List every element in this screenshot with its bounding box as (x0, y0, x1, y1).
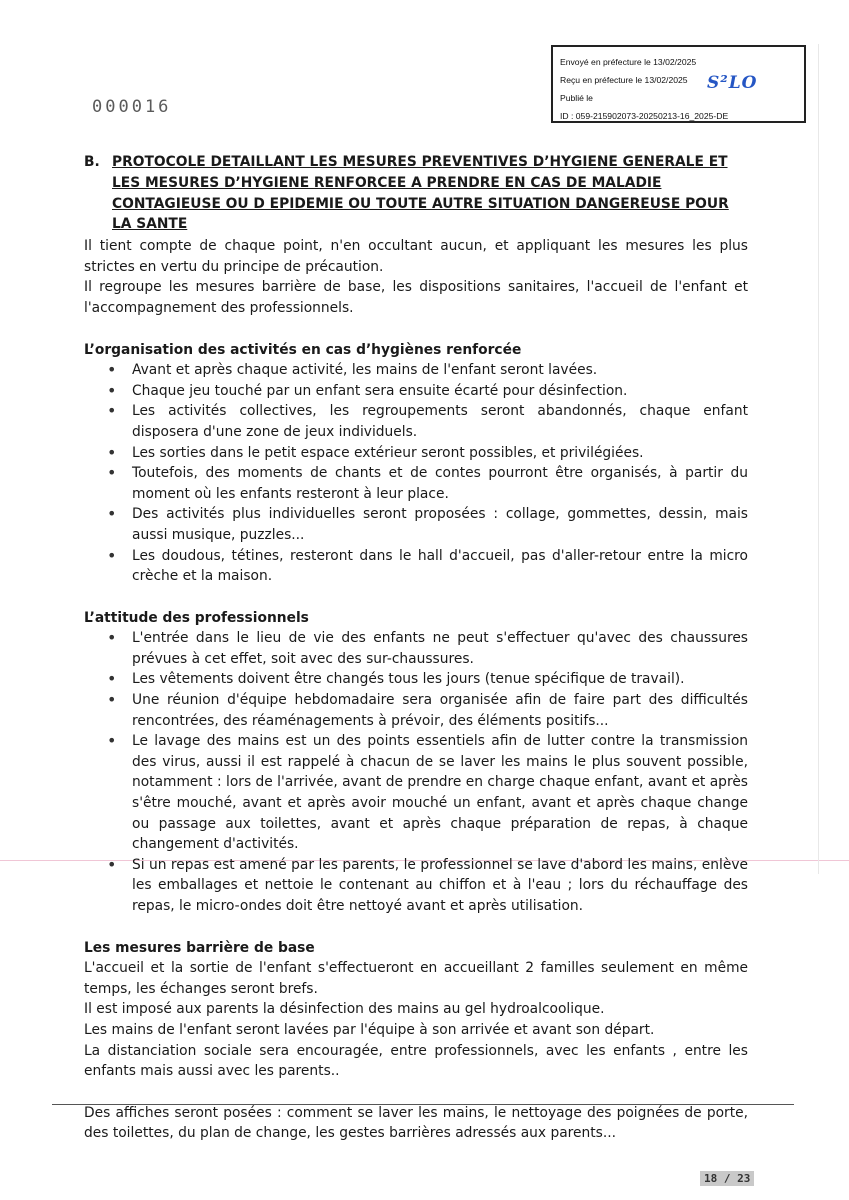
activities-list (84, 360, 748, 587)
list-item: • Des activités plus individuelles seront proposées : collage, gommettes, dessin, mais aussi musique, puzzles... (132, 504, 748, 545)
stamp-sent: Envoyé en préfecture le 13/02/2025 (560, 57, 697, 67)
document-number: 000016 (92, 97, 172, 117)
document-body (84, 152, 748, 1144)
barrier-line: L'accueil et la sortie de l'enfant s'effectueront en accueillant 2 familles seulement en même temps, les échanges seront brefs. (84, 960, 748, 997)
activities-title: L’organisation des activités en cas d’hygiènes renforcée (84, 341, 522, 358)
list-item: • Chaque jeu touché par un enfant sera ensuite écarté pour désinfection. (132, 381, 748, 402)
barrier-line: Les mains de l'enfant seront lavées par l'équipe à son arrivée et avant son départ. (84, 1021, 655, 1038)
footer-divider (52, 1104, 794, 1105)
attitude-title: L’attitude des professionnels (84, 609, 309, 626)
stamp-signature: S²LO (707, 73, 758, 93)
prefecture-stamp (551, 45, 806, 123)
list-item: • Toutefois, des moments de chants et de contes pourront être organisés, à partir du moment où les enfants resteront à leur place. (132, 463, 748, 504)
intro-paragraph-2: Il regroupe les mesures barrière de base, les dispositions sanitaires, l'accueil de l'enfant et l'accompagnement des professionnels. (84, 279, 748, 316)
stamp-received: Reçu en préfecture le 13/02/2025 (560, 75, 688, 85)
barrier-line: La distanciation sociale sera encouragée, entre professionnels, avec les enfants , entre les enfants mais aussi avec les parents.. (84, 1042, 748, 1080)
section-heading (84, 152, 748, 235)
list-item: • L'entrée dans le lieu de vie des enfants ne peut s'effectuer qu'avec des chaussures prévues à cet effet, soit avec des sur-chaussures. (132, 628, 748, 669)
list-item: • Les doudous, tétines, resteront dans le hall d'accueil, pas d'aller-retour entre la micro crèche et la maison. (132, 546, 748, 587)
barrier-title: Les mesures barrière de base (84, 939, 315, 956)
posters-paragraph: Des affiches seront posées : comment se laver les mains, le nettoyage des poignées de porte, des toilettes, du plan de change, les gestes barrières adressés aux parents... (84, 1104, 748, 1142)
scan-right-edge (818, 44, 819, 874)
page-number: 18 / 23 (700, 1171, 754, 1186)
list-item: • Le lavage des mains est un des points essentiels afin de lutter contre la transmission des virus, aussi il est rappelé à chacun de se laver les mains le plus souvent possible, notamment : lors de l'arrivée, avant de prendre en charge chaque enfant, avant et après s'être mouché, avant et après avoir mouché un enfant, avant et après chaque change ou passage aux toilettes, avant et après chaque préparation de repas, à chaque changement d'activités. (132, 731, 748, 855)
intro-paragraph-1: Il tient compte de chaque point, n'en occultant aucun, et appliquant les mesures les plus strictes en vertu du principe de précaution. (84, 238, 748, 275)
list-item: • Avant et après chaque activité, les mains de l'enfant seront lavées. (132, 360, 748, 381)
barrier-line: Il est imposé aux parents la désinfection des mains au gel hydroalcoolique. (84, 1001, 605, 1018)
list-item: • Une réunion d'équipe hebdomadaire sera organisée afin de faire part des difficultés rencontrées, des réaménagements à prévoir, des éléments positifs... (132, 690, 748, 731)
stamp-id: ID : 059-215902073-20250213-16_2025-DE (560, 111, 729, 121)
section-letter: B. (84, 154, 100, 170)
list-item: • Les activités collectives, les regroupements seront abandonnés, chaque enfant disposera d'une zone de jeux individuels. (132, 401, 748, 442)
list-item: • Si un repas est amené par les parents, le professionnel se lave d'abord les mains, enlève les emballages et nettoie le contenant au chiffon et à l'eau ; lors du réchauffage des repas, le micro-ondes doit être nettoyé avant et après utilisation. (132, 855, 748, 917)
section-title: PROTOCOLE DETAILLANT LES MESURES PREVENTIVES D’HYGIENE GENERALE ET LES MESURES D’HYGIENE RENFORCEE A PRENDRE EN CAS DE MALADIE CONTAGIEUSE OU D EPIDEMIE OU TOUTE AUTRE SITUATION DANGEREUSE POUR LA SANTE (112, 154, 729, 233)
attitude-list (84, 628, 748, 916)
list-item: • Les vêtements doivent être changés tous les jours (tenue spécifique de travail). (132, 669, 748, 690)
list-item: • Les sorties dans le petit espace extérieur seront possibles, et privilégiées. (132, 443, 748, 464)
stamp-published: Publié le (560, 93, 593, 103)
